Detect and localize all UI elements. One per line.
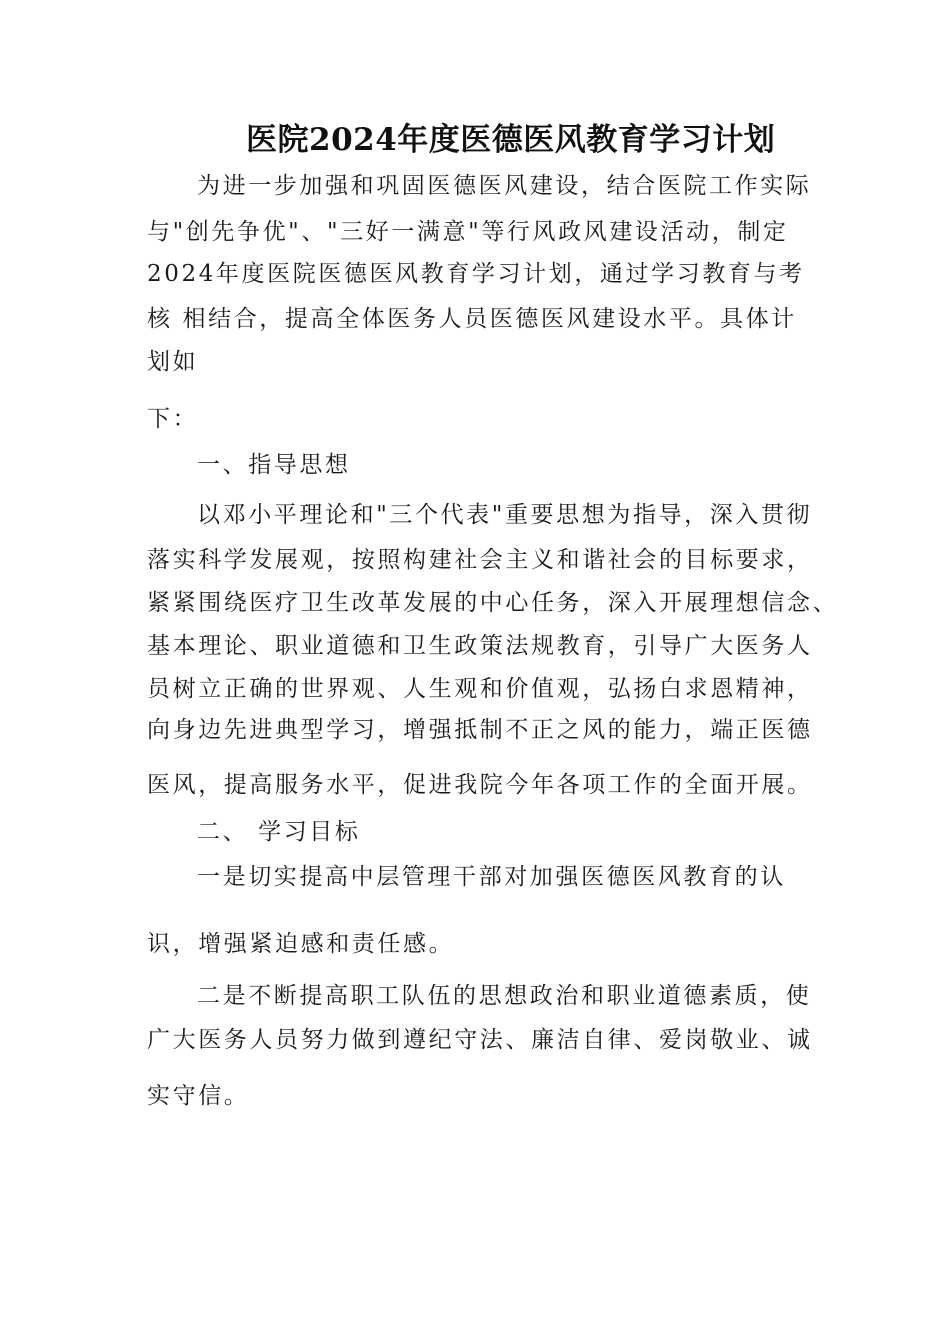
section2-goal2-line-3: 实守信。 (147, 1083, 250, 1109)
section1-heading: 一、指导思想 (197, 452, 351, 478)
section2-goal1-line-1: 一是切实提高中层管理干部对加强医德医风教育的认 (197, 864, 786, 890)
section1-line-7: 医风，提高服务水平，促进我院今年各项工作的全面开展。 (147, 772, 813, 798)
intro-line-2: 与"创先争优"、"三好一满意"等行风政风建设活动，制定 (147, 219, 789, 245)
intro-line-5: 划如 (147, 349, 199, 375)
section1-line-2: 落实科学发展观，按照构建社会主义和谐社会的目标要求， (147, 547, 813, 573)
intro-line-3: 2024年度医院医德医风教育学习计划，通过学习教育与考 (147, 261, 805, 287)
section1-line-5: 员树立正确的世界观、人生观和价值观，弘扬白求恩精神， (147, 676, 813, 702)
intro-line-4: 核 相结合，提高全体医务人员医德医风建设水平。具体计 (147, 306, 797, 332)
section1-line-1: 以邓小平理论和"三个代表"重要思想为指导，深入贯彻 (197, 502, 813, 528)
intro-line-1: 为进一步加强和巩固医德医风建设，结合医院工作实际 (197, 173, 812, 199)
section1-line-6: 向身边先进典型学习，增强抵制不正之风的能力，端正医德 (147, 717, 813, 743)
section2-goal2-line-1: 二是不断提高职工队伍的思想政治和职业道德素质，使 (197, 983, 812, 1009)
intro-line-6: 下： (147, 406, 199, 432)
section2-goal2-line-2: 广大医务人员努力做到遵纪守法、廉洁自律、爱岗敬业、诚 (147, 1027, 813, 1053)
section2-heading: 二、 学习目标 (197, 819, 361, 845)
document-title: 医院2024年度医德医风教育学习计划 (246, 122, 776, 158)
section1-line-3: 紧紧围绕医疗卫生改革发展的中心任务，深入开展理想信念、 (147, 590, 839, 616)
section2-goal1-line-2: 识，增强紧迫感和责任感。 (147, 931, 455, 957)
section1-line-4: 基本理论、职业道德和卫生政策法规教育，引导广大医务人 (147, 633, 813, 659)
